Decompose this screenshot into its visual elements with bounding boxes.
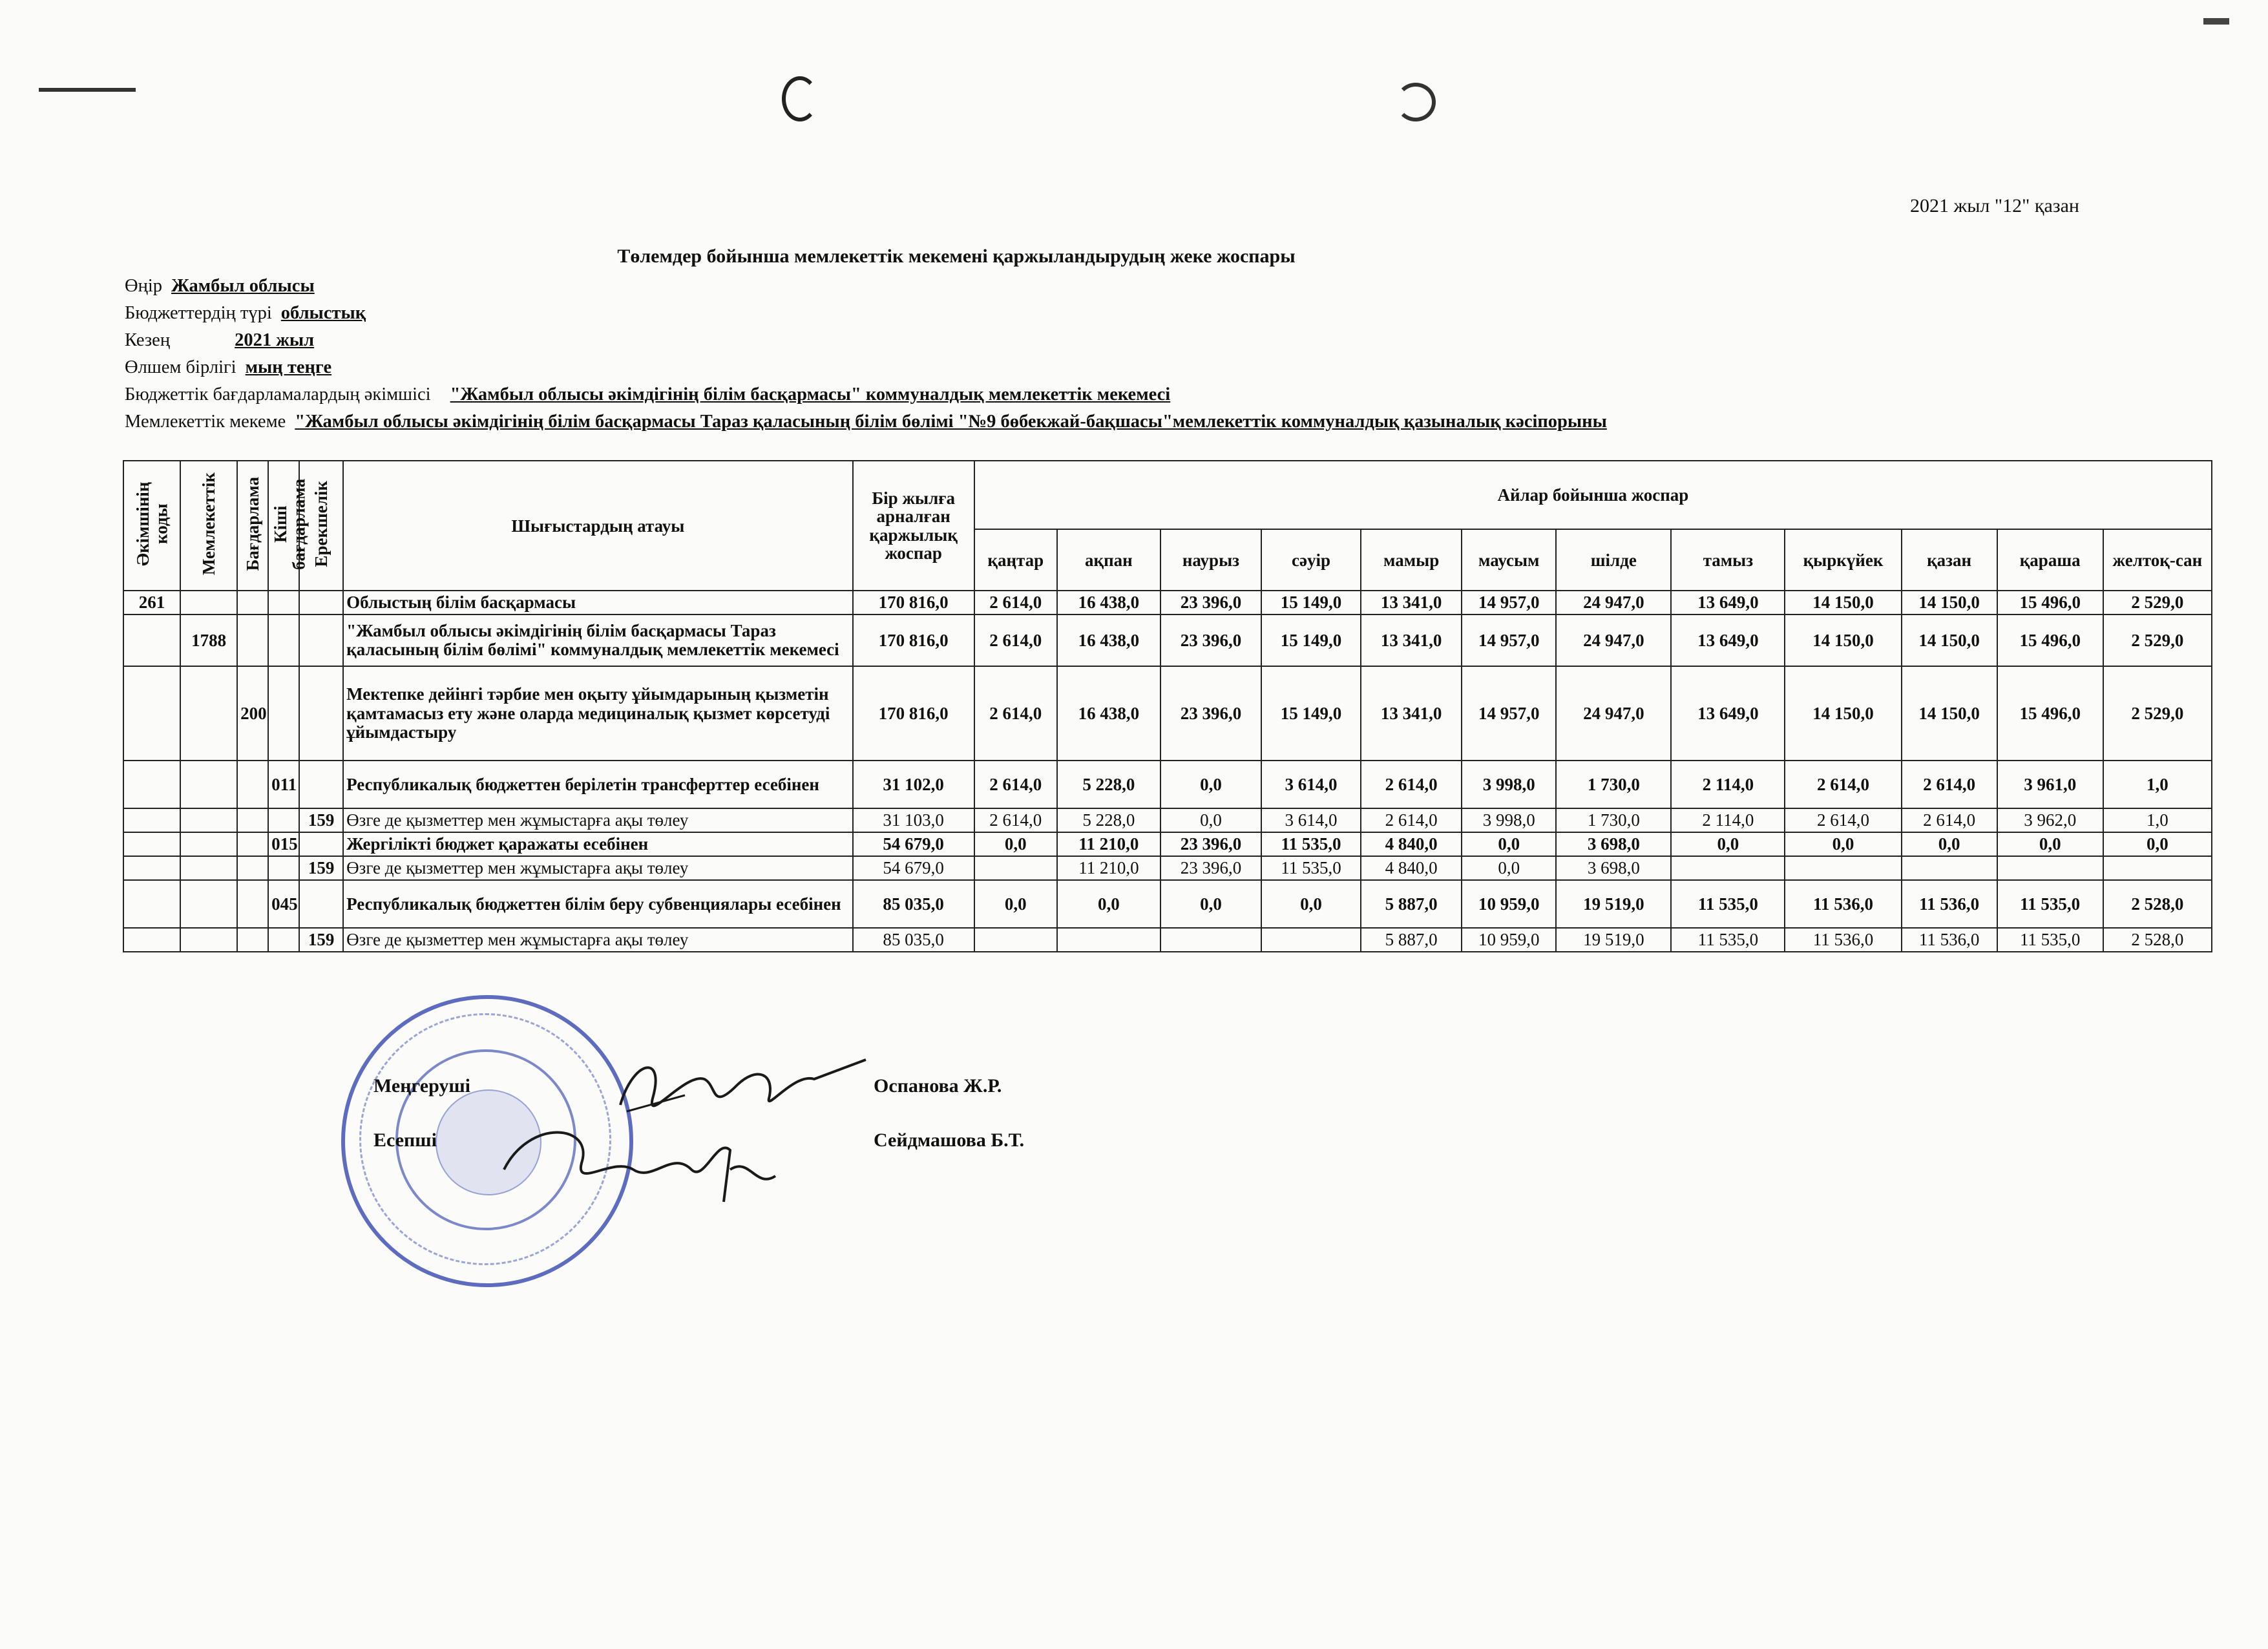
month-value-cell: 24 947,0	[1556, 666, 1671, 761]
classification-code-cell	[268, 808, 299, 832]
month-value-cell: 0,0	[1462, 832, 1556, 856]
annual-plan-cell: 170 816,0	[853, 591, 974, 614]
header-subprogram: Кіші бағдарлама	[268, 461, 299, 591]
meta-administrator	[125, 381, 1607, 408]
classification-code-cell	[268, 856, 299, 880]
month-value-cell: 11 535,0	[1997, 928, 2103, 952]
month-value-cell: 16 438,0	[1057, 666, 1160, 761]
month-value-cell: 11 536,0	[1902, 880, 1997, 928]
month-value-cell: 0,0	[1057, 880, 1160, 928]
annual-plan-cell: 31 103,0	[853, 808, 974, 832]
month-value-cell: 24 947,0	[1556, 591, 1671, 614]
classification-code-cell	[180, 928, 237, 952]
month-value-cell: 15 496,0	[1997, 614, 2103, 666]
signer-role: Есепші	[373, 1129, 437, 1151]
meta-label: Бюджеттердің түрі	[125, 303, 272, 323]
classification-code-cell	[180, 832, 237, 856]
classification-code-cell	[180, 808, 237, 832]
month-value-cell: 2 614,0	[1361, 761, 1462, 808]
month-value-cell: 3 614,0	[1261, 808, 1361, 832]
header-specific: Ерекшелік	[299, 461, 343, 591]
meta-value: Жамбыл облысы	[171, 276, 315, 296]
month-value-cell: 4 840,0	[1361, 832, 1462, 856]
classification-code-cell	[123, 666, 180, 761]
meta-label: Өлшем бірлігі	[125, 357, 236, 377]
header-month: қаңтар	[974, 529, 1057, 591]
month-value-cell: 2 614,0	[1902, 808, 1997, 832]
meta-value: мың теңге	[245, 357, 332, 377]
month-value-cell: 11 210,0	[1057, 856, 1160, 880]
month-value-cell	[1057, 928, 1160, 952]
month-value-cell: 1,0	[2103, 808, 2212, 832]
month-value-cell	[974, 856, 1057, 880]
month-value-cell: 0,0	[1462, 856, 1556, 880]
expense-name-cell: Өзге де қызметтер мен жұмыстарға ақы төлеу	[343, 856, 852, 880]
month-value-cell: 23 396,0	[1160, 856, 1261, 880]
meta-value: облыстық	[280, 303, 366, 323]
month-value-cell: 11 536,0	[1785, 928, 1901, 952]
month-value-cell: 14 150,0	[1902, 666, 1997, 761]
month-value-cell: 2 614,0	[974, 614, 1057, 666]
month-value-cell	[1997, 856, 2103, 880]
month-value-cell: 2 614,0	[974, 591, 1057, 614]
expense-name-cell: Жергілікті бюджет қаражаты есебінен	[343, 832, 852, 856]
month-value-cell: 24 947,0	[1556, 614, 1671, 666]
table-body	[123, 591, 2212, 952]
month-value-cell: 2 528,0	[2103, 880, 2212, 928]
month-value-cell: 14 957,0	[1462, 614, 1556, 666]
month-value-cell: 5 887,0	[1361, 880, 1462, 928]
month-value-cell: 13 341,0	[1361, 614, 1462, 666]
classification-code-cell	[268, 666, 299, 761]
month-value-cell: 5 887,0	[1361, 928, 1462, 952]
month-value-cell: 3 614,0	[1261, 761, 1361, 808]
month-value-cell: 2 614,0	[974, 666, 1057, 761]
month-value-cell: 3 998,0	[1462, 808, 1556, 832]
month-value-cell: 2 114,0	[1671, 808, 1785, 832]
table-row	[123, 761, 2212, 808]
month-value-cell: 11 210,0	[1057, 832, 1160, 856]
month-value-cell: 2 614,0	[1785, 808, 1901, 832]
expense-name-cell: Республикалық бюджеттен берілетін трансферттер есебінен	[343, 761, 852, 808]
month-value-cell: 15 149,0	[1261, 591, 1361, 614]
header-month: тамыз	[1671, 529, 1785, 591]
classification-code-cell	[180, 761, 237, 808]
month-value-cell: 16 438,0	[1057, 591, 1160, 614]
meta-unit	[125, 354, 1607, 381]
classification-code-cell	[180, 666, 237, 761]
month-value-cell: 11 536,0	[1902, 928, 1997, 952]
month-value-cell	[974, 928, 1057, 952]
month-value-cell: 23 396,0	[1160, 591, 1261, 614]
month-value-cell: 0,0	[1902, 832, 1997, 856]
header-monthly-plan: Айлар бойынша жоспар	[974, 461, 2212, 529]
month-value-cell: 14 150,0	[1785, 614, 1901, 666]
classification-code-cell	[123, 928, 180, 952]
month-value-cell: 13 649,0	[1671, 591, 1785, 614]
table-row	[123, 614, 2212, 666]
table-header-row	[123, 461, 2212, 529]
classification-code-cell	[237, 808, 268, 832]
classification-code-cell	[180, 591, 237, 614]
month-value-cell: 11 535,0	[1261, 856, 1361, 880]
meta-label: Бюджеттік бағдарламалардың әкімшісі	[125, 384, 431, 404]
classification-code-cell	[299, 666, 343, 761]
month-value-cell	[1160, 928, 1261, 952]
month-value-cell: 0,0	[1671, 832, 1785, 856]
signer-name-head: Оспанова Ж.Р.	[874, 1075, 1002, 1097]
signature-row-accountant	[373, 1129, 437, 1151]
month-value-cell	[2103, 856, 2212, 880]
classification-code-cell	[299, 880, 343, 928]
month-value-cell: 5 228,0	[1057, 761, 1160, 808]
table-row	[123, 591, 2212, 614]
classification-code-cell: 159	[299, 856, 343, 880]
header-month: наурыз	[1160, 529, 1261, 591]
header-month: мамыр	[1361, 529, 1462, 591]
classification-code-cell: 200	[237, 666, 268, 761]
month-value-cell: 1,0	[2103, 761, 2212, 808]
classification-code-cell	[123, 761, 180, 808]
month-value-cell: 19 519,0	[1556, 880, 1671, 928]
classification-code-cell	[268, 614, 299, 666]
month-value-cell: 13 649,0	[1671, 614, 1785, 666]
annual-plan-cell: 54 679,0	[853, 856, 974, 880]
table-row	[123, 928, 2212, 952]
month-value-cell: 10 959,0	[1462, 928, 1556, 952]
month-value-cell: 3 698,0	[1556, 856, 1671, 880]
meta-value: 2021 жыл	[235, 330, 315, 350]
month-value-cell: 11 535,0	[1261, 832, 1361, 856]
month-value-cell: 19 519,0	[1556, 928, 1671, 952]
classification-code-cell	[180, 880, 237, 928]
month-value-cell: 2 614,0	[974, 761, 1057, 808]
month-value-cell: 0,0	[1261, 880, 1361, 928]
month-value-cell: 15 149,0	[1261, 666, 1361, 761]
month-value-cell: 3 698,0	[1556, 832, 1671, 856]
classification-code-cell: 159	[299, 808, 343, 832]
classification-code-cell	[237, 761, 268, 808]
classification-code-cell: 261	[123, 591, 180, 614]
month-value-cell: 2 529,0	[2103, 666, 2212, 761]
classification-code-cell	[237, 928, 268, 952]
header-state-institution: Мемлекеттік	[180, 461, 237, 591]
month-value-cell: 15 496,0	[1997, 591, 2103, 614]
classification-code-cell	[237, 856, 268, 880]
classification-code-cell: 1788	[180, 614, 237, 666]
month-value-cell: 14 150,0	[1902, 614, 1997, 666]
classification-code-cell	[237, 880, 268, 928]
classification-code-cell: 015	[268, 832, 299, 856]
month-value-cell: 2 614,0	[1361, 808, 1462, 832]
financing-plan-table	[123, 460, 2212, 952]
signer-role: Меңгеруші	[373, 1075, 471, 1097]
month-value-cell: 1 730,0	[1556, 761, 1671, 808]
month-value-cell: 14 957,0	[1462, 591, 1556, 614]
meta-label: Өңір	[125, 276, 163, 296]
month-value-cell: 11 535,0	[1997, 880, 2103, 928]
expense-name-cell: "Жамбыл облысы әкімдігінің білім басқармасы Тараз қаласының білім бөлімі" коммуналдық мемлекеттік мекемесі	[343, 614, 852, 666]
annual-plan-cell: 54 679,0	[853, 832, 974, 856]
month-value-cell: 5 228,0	[1057, 808, 1160, 832]
annual-plan-cell: 31 102,0	[853, 761, 974, 808]
meta-institution	[125, 408, 1607, 436]
table-row	[123, 880, 2212, 928]
header-program: Бағдарлама	[237, 461, 268, 591]
meta-budget-type	[125, 300, 1607, 327]
month-value-cell: 0,0	[974, 832, 1057, 856]
header-month: қазан	[1902, 529, 1997, 591]
month-value-cell: 0,0	[1160, 808, 1261, 832]
expense-name-cell: Өзге де қызметтер мен жұмыстарға ақы төлеу	[343, 808, 852, 832]
month-value-cell: 0,0	[1997, 832, 2103, 856]
month-value-cell: 14 150,0	[1785, 591, 1901, 614]
signer-name-accountant: Сейдмашова Б.Т.	[874, 1129, 1025, 1151]
month-value-cell: 23 396,0	[1160, 832, 1261, 856]
table-row	[123, 666, 2212, 761]
month-value-cell: 2 528,0	[2103, 928, 2212, 952]
month-value-cell: 0,0	[1160, 880, 1261, 928]
header-admin-code: Әкімшінің коды	[123, 461, 180, 591]
meta-label: Кезең	[125, 330, 171, 350]
month-value-cell: 3 961,0	[1997, 761, 2103, 808]
month-value-cell: 13 649,0	[1671, 666, 1785, 761]
expense-name-cell: Облыстың білім басқармасы	[343, 591, 852, 614]
classification-code-cell	[299, 614, 343, 666]
header-month: қыркүйек	[1785, 529, 1901, 591]
month-value-cell: 1 730,0	[1556, 808, 1671, 832]
header-month: ақпан	[1057, 529, 1160, 591]
month-value-cell: 0,0	[1160, 761, 1261, 808]
classification-code-cell	[180, 856, 237, 880]
meta-value: "Жамбыл облысы әкімдігінің білім басқармасы Тараз қаласының білім бөлімі "№9 бөбекжай-бақшасы"мемлекеттік коммуналдық қазыналық кәсіпорыны	[295, 412, 1607, 432]
month-value-cell: 2 529,0	[2103, 591, 2212, 614]
month-value-cell: 2 114,0	[1671, 761, 1785, 808]
document-date: 2021 жыл "12" қазан	[1910, 195, 2079, 216]
classification-code-cell	[123, 856, 180, 880]
classification-code-cell	[237, 832, 268, 856]
annual-plan-cell: 170 816,0	[853, 666, 974, 761]
classification-code-cell	[237, 591, 268, 614]
table-row	[123, 808, 2212, 832]
annual-plan-cell: 170 816,0	[853, 614, 974, 666]
classification-code-cell	[299, 832, 343, 856]
classification-code-cell	[123, 614, 180, 666]
annual-plan-cell: 85 035,0	[853, 928, 974, 952]
month-value-cell: 10 959,0	[1462, 880, 1556, 928]
meta-label: Мемлекеттік мекеме	[125, 412, 286, 432]
header-month: сәуір	[1261, 529, 1361, 591]
meta-period	[125, 327, 1607, 354]
month-value-cell	[1902, 856, 1997, 880]
punch-hole-left	[782, 76, 818, 121]
classification-code-cell	[123, 880, 180, 928]
document-meta	[125, 273, 1607, 436]
month-value-cell: 11 535,0	[1671, 880, 1785, 928]
month-value-cell: 2 614,0	[974, 808, 1057, 832]
month-value-cell: 0,0	[2103, 832, 2212, 856]
header-expense-name: Шығыстардың атауы	[343, 461, 852, 591]
expense-name-cell: Өзге де қызметтер мен жұмыстарға ақы төлеу	[343, 928, 852, 952]
header-month: маусым	[1462, 529, 1556, 591]
month-value-cell: 13 341,0	[1361, 666, 1462, 761]
month-value-cell: 2 529,0	[2103, 614, 2212, 666]
classification-code-cell	[123, 832, 180, 856]
classification-code-cell: 045	[268, 880, 299, 928]
month-value-cell: 3 998,0	[1462, 761, 1556, 808]
expense-name-cell: Мектепке дейінгі тәрбие мен оқыту ұйымдарының қызметін қамтамасыз ету және оларда медициналық қызмет көрсетуді ұйымдастыру	[343, 666, 852, 761]
classification-code-cell	[268, 928, 299, 952]
meta-value: "Жамбыл облысы әкімдігінің білім басқармасы" коммуналдық мемлекеттік мекемесі	[450, 384, 1171, 404]
meta-region	[125, 273, 1607, 300]
header-month: шілде	[1556, 529, 1671, 591]
header-annual-plan: Бір жылға арналған қаржылық жоспар	[853, 461, 974, 591]
month-value-cell: 4 840,0	[1361, 856, 1462, 880]
month-value-cell: 11 535,0	[1671, 928, 1785, 952]
header-month: желтоқ-сан	[2103, 529, 2212, 591]
classification-code-cell: 011	[268, 761, 299, 808]
signature-accountant	[491, 1111, 801, 1221]
document-title: Төлемдер бойынша мемлекеттік мекемені қаржыландырудың жеке жоспары	[617, 246, 1296, 267]
signature-row-head	[373, 1075, 470, 1097]
header-month: қараша	[1997, 529, 2103, 591]
month-value-cell	[1671, 856, 1785, 880]
month-value-cell: 23 396,0	[1160, 614, 1261, 666]
classification-code-cell	[123, 808, 180, 832]
month-value-cell: 0,0	[974, 880, 1057, 928]
scan-corner-mark	[2203, 18, 2229, 25]
expense-name-cell: Республикалық бюджеттен білім беру субвенциялары есебінен	[343, 880, 852, 928]
month-value-cell: 14 957,0	[1462, 666, 1556, 761]
month-value-cell: 15 496,0	[1997, 666, 2103, 761]
month-value-cell: 11 536,0	[1785, 880, 1901, 928]
month-value-cell: 14 150,0	[1902, 591, 1997, 614]
scan-dash-mark	[39, 88, 136, 92]
month-value-cell: 2 614,0	[1785, 761, 1901, 808]
classification-code-cell: 159	[299, 928, 343, 952]
month-value-cell	[1785, 856, 1901, 880]
classification-code-cell	[299, 591, 343, 614]
table-row	[123, 832, 2212, 856]
classification-code-cell	[237, 614, 268, 666]
month-value-cell: 2 614,0	[1902, 761, 1997, 808]
month-value-cell	[1261, 928, 1361, 952]
month-value-cell: 0,0	[1785, 832, 1901, 856]
classification-code-cell	[299, 761, 343, 808]
month-value-cell: 14 150,0	[1785, 666, 1901, 761]
table-row	[123, 856, 2212, 880]
annual-plan-cell: 85 035,0	[853, 880, 974, 928]
punch-hole-right	[1396, 83, 1436, 121]
month-value-cell: 23 396,0	[1160, 666, 1261, 761]
month-value-cell: 13 341,0	[1361, 591, 1462, 614]
month-value-cell: 16 438,0	[1057, 614, 1160, 666]
month-value-cell: 15 149,0	[1261, 614, 1361, 666]
month-value-cell: 3 962,0	[1997, 808, 2103, 832]
classification-code-cell	[268, 591, 299, 614]
